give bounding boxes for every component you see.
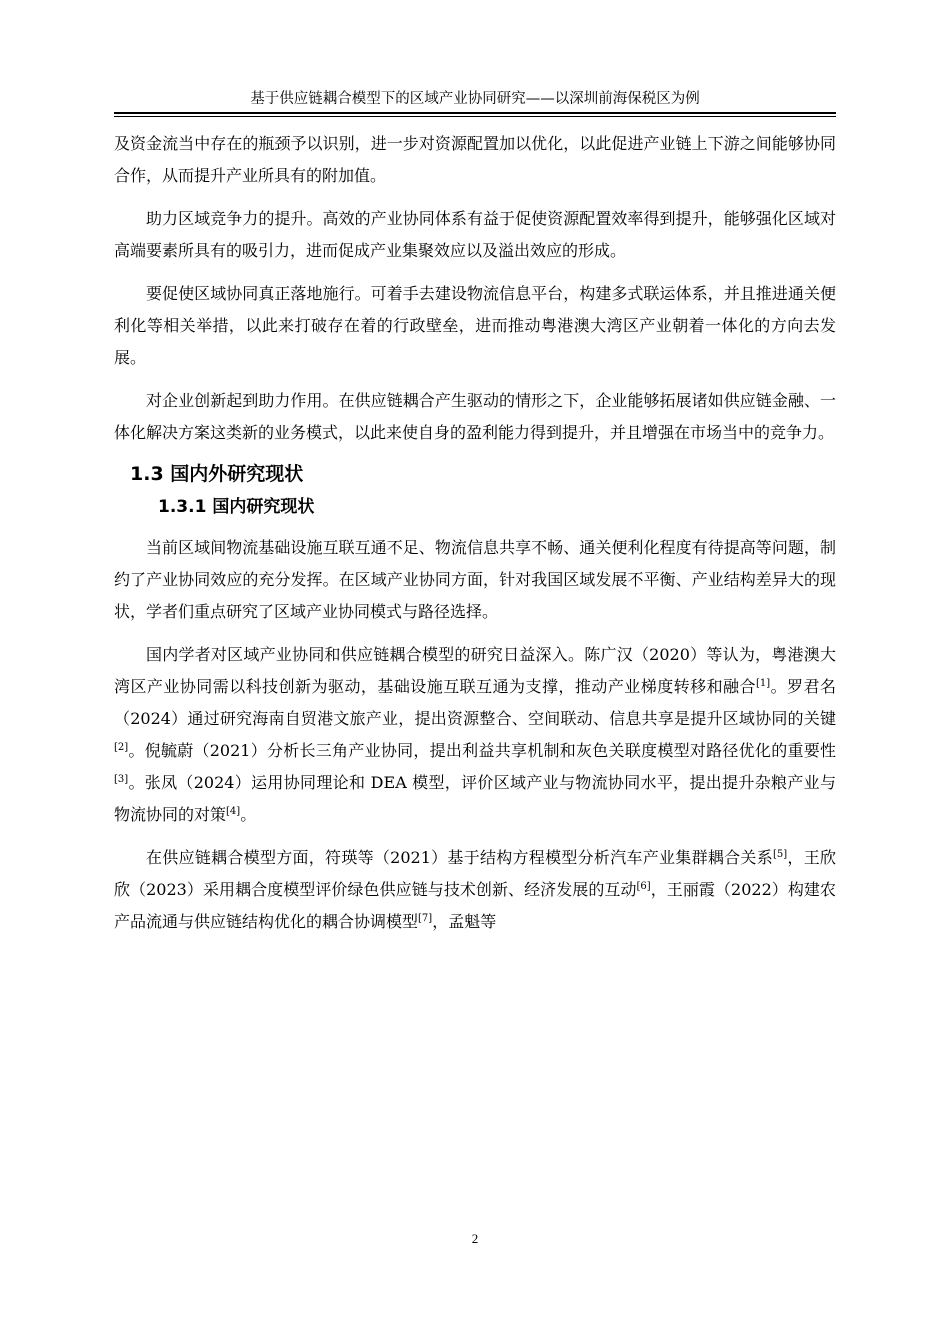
paragraph: 助力区域竞争力的提升。高效的产业协同体系有益于促使资源配置效率得到提升，能够强化区域对高端要素所具有的吸引力，进而促成产业集聚效应以及溢出效应的形成。 <box>114 209 836 260</box>
header-rule-thin <box>114 116 836 117</box>
paragraph-text: ，王欣欣（2023）采用耦合度模型评价绿色供应链与技术创新、经济发展的互动 <box>114 848 836 899</box>
citation-ref[interactable]: [5] <box>772 849 788 860</box>
citation-ref[interactable]: [6] <box>636 881 651 892</box>
section-heading: 1.3 国内外研究现状 <box>130 463 304 485</box>
paragraph-text: 。罗君名（2024）通过研究海南自贸港文旅产业，提出资源整合、空间联动、信息共享是提升区域协同的关键 <box>114 677 836 728</box>
paragraph-text: 。 <box>240 805 257 824</box>
citation-ref[interactable]: [7] <box>418 913 433 924</box>
citation-ref[interactable]: [1] <box>755 678 771 689</box>
paragraph: 当前区域间物流基础设施互联互通不足、物流信息共享不畅、通关便利化程度有待提高等问题，制约了产业协同效应的充分发挥。在区域产业协同方面，针对我国区域发展不平衡、产业结构差异大的现状，学者们重点研究了区域产业协同模式与路径选择。 <box>114 538 836 621</box>
page-number: 2 <box>471 1231 479 1246</box>
body-text <box>114 128 836 949</box>
citation-ref[interactable]: [2] <box>114 742 129 753</box>
citation-ref[interactable]: [3] <box>114 774 129 785</box>
subsection-heading: 1.3.1 国内研究现状 <box>158 497 315 517</box>
paragraph-text: 在供应链耦合模型方面，符瑛等（2021）基于结构方程模型分析汽车产业集群耦合关系 <box>146 848 773 867</box>
header-rule <box>114 112 836 114</box>
paragraph: 及资金流当中存在的瓶颈予以识别，进一步对资源配置加以优化，以此促进产业链上下游之间能够协同合作，从而提升产业所具有的附加值。 <box>114 134 836 185</box>
paragraph-text: ，孟魁等 <box>432 912 497 931</box>
paragraph: 对企业创新起到助力作用。在供应链耦合产生驱动的情形之下，企业能够拓展诸如供应链金融、一体化解决方案这类新的业务模式，以此来使自身的盈利能力得到提升，并且增强在市场当中的竞争力。 <box>114 391 836 442</box>
paragraph-citations <box>114 842 836 938</box>
paragraph: 要促使区域协同真正落地施行。可着手去建设物流信息平台，构建多式联运体系，并且推进通关便利化等相关举措，以此来打破存在着的行政壁垒，进而推动粤港澳大湾区产业朝着一体化的方向去发展。 <box>114 284 836 367</box>
paragraph-text: 。张凤（2024）运用协同理论和 DEA 模型，评价区域产业与物流协同水平，提出提升杂粮产业与物流协同的对策 <box>114 773 836 824</box>
paragraph-text: ，王丽霞（2022）构建农产品流通与供应链结构优化的耦合协调模型 <box>114 880 836 931</box>
paragraph-text: 。倪毓蔚（2021）分析长三角产业协同，提出利益共享机制和灰色关联度模型对路径优化的重要性 <box>128 741 836 760</box>
running-header: 基于供应链耦合模型下的区域产业协同研究——以深圳前海保税区为例 <box>250 91 700 107</box>
paragraph-citations <box>114 639 836 831</box>
citation-ref[interactable]: [4] <box>226 806 241 817</box>
paragraph-text: 国内学者对区域产业协同和供应链耦合模型的研究日益深入。陈广汉（2020）等认为，粤港澳大湾区产业协同需以科技创新为驱动，基础设施互联互通为支撑，推动产业梯度转移和融合 <box>114 645 836 696</box>
